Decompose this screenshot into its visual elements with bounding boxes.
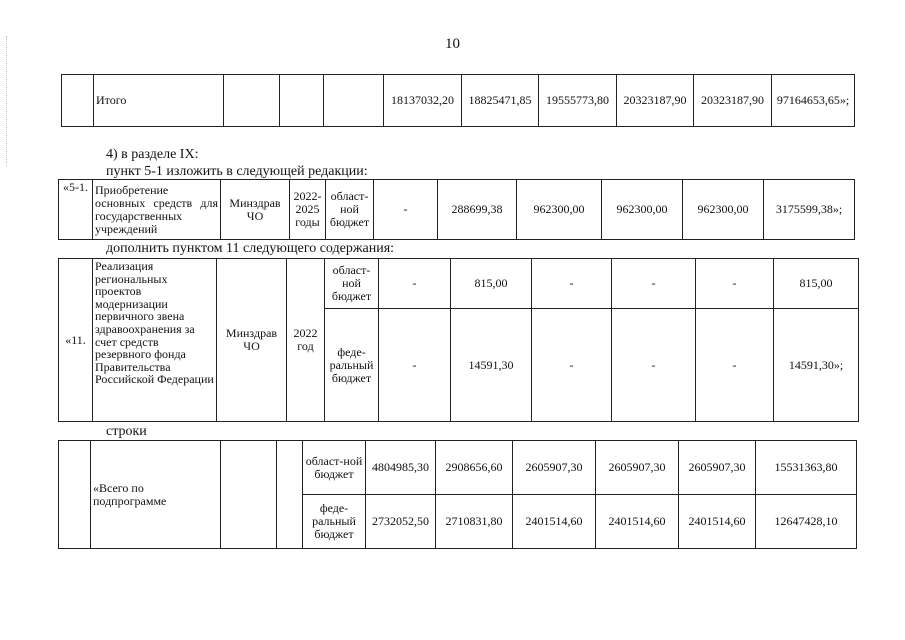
funding-source-regional: област-ной бюджет xyxy=(303,441,366,495)
subprogram-value: 4804985,30 xyxy=(366,441,436,495)
subprogram-value: 15531363,80 xyxy=(756,441,857,495)
paragraph-section: 4) в разделе IX: xyxy=(106,147,199,162)
item-funding-source: област-ной бюджет xyxy=(326,180,374,240)
item-value: 815,00 xyxy=(774,259,859,309)
item-name: Реализация региональных проектов модернизации первичного звена здравоохранения за счет средств резервного фонда Правительства Российской Федерации xyxy=(93,259,217,422)
cell-empty xyxy=(221,441,277,549)
item-value: - xyxy=(379,259,451,309)
item-years: 2022 год xyxy=(287,259,325,422)
item-organization: Минздрав ЧО xyxy=(217,259,287,422)
item-value: 962300,00 xyxy=(602,180,683,240)
item-value: 3175599,38»; xyxy=(764,180,855,240)
subprogram-value: 2605907,30 xyxy=(513,441,596,495)
subprogram-value: 2401514,60 xyxy=(513,495,596,549)
item-organization: Минздрав ЧО xyxy=(221,180,290,240)
total-value: 19555773,80 xyxy=(539,75,617,127)
total-value: 20323187,90 xyxy=(694,75,772,127)
paragraph-instruction: пункт 5-1 изложить в следующей редакции: xyxy=(106,164,368,179)
subprogram-value: 2401514,60 xyxy=(596,495,679,549)
total-value: 18825471,85 xyxy=(462,75,539,127)
item-number: «11. xyxy=(59,259,93,422)
cell-empty xyxy=(324,75,384,127)
cell-empty xyxy=(62,75,94,127)
item-value: 962300,00 xyxy=(683,180,764,240)
cell-empty xyxy=(277,441,303,549)
subprogram-total-table xyxy=(58,440,857,549)
item-value: - xyxy=(379,309,451,422)
item-value: - xyxy=(696,309,774,422)
item-value: - xyxy=(612,309,696,422)
funding-source-federal: феде-ральный бюджет xyxy=(303,495,366,549)
subprogram-label: «Всего по подпрограмме xyxy=(91,441,221,549)
subprogram-value: 12647428,10 xyxy=(756,495,857,549)
cell-empty xyxy=(59,441,91,549)
item-value: - xyxy=(374,180,438,240)
subprogram-value: 2401514,60 xyxy=(679,495,756,549)
page-number: 10 xyxy=(445,36,460,52)
funding-source-federal: феде-ральный бюджет xyxy=(325,309,379,422)
item-years: 2022-2025 годы xyxy=(290,180,326,240)
subprogram-value: 2605907,30 xyxy=(596,441,679,495)
total-value: 18137032,20 xyxy=(384,75,462,127)
subprogram-value: 2605907,30 xyxy=(679,441,756,495)
total-value: 97164653,65»; xyxy=(772,75,855,127)
paragraph-addition: дополнить пунктом 11 следующего содержания: xyxy=(106,241,395,256)
cell-empty xyxy=(224,75,280,127)
item-5-1-table xyxy=(58,179,855,240)
item-value: 14591,30 xyxy=(451,309,532,422)
item-value: 815,00 xyxy=(451,259,532,309)
scan-margin-mark xyxy=(6,36,9,166)
subprogram-value: 2710831,80 xyxy=(436,495,513,549)
item-value: - xyxy=(696,259,774,309)
item-number: «5-1. xyxy=(59,180,93,240)
total-table xyxy=(61,74,855,127)
item-value: 14591,30»; xyxy=(774,309,859,422)
item-value: - xyxy=(532,259,612,309)
total-value: 20323187,90 xyxy=(617,75,694,127)
subprogram-value: 2732052,50 xyxy=(366,495,436,549)
item-value: - xyxy=(532,309,612,422)
item-value: 962300,00 xyxy=(517,180,602,240)
total-label: Итого xyxy=(94,75,224,127)
item-name: Приобретение основных средств для государственных учреждений xyxy=(93,180,221,240)
subprogram-value: 2908656,60 xyxy=(436,441,513,495)
funding-source-regional: област-ной бюджет xyxy=(325,259,379,309)
item-11-table xyxy=(58,258,859,422)
item-value: - xyxy=(612,259,696,309)
cell-empty xyxy=(280,75,324,127)
item-value: 288699,38 xyxy=(438,180,517,240)
paragraph-rows: строки xyxy=(106,424,147,439)
